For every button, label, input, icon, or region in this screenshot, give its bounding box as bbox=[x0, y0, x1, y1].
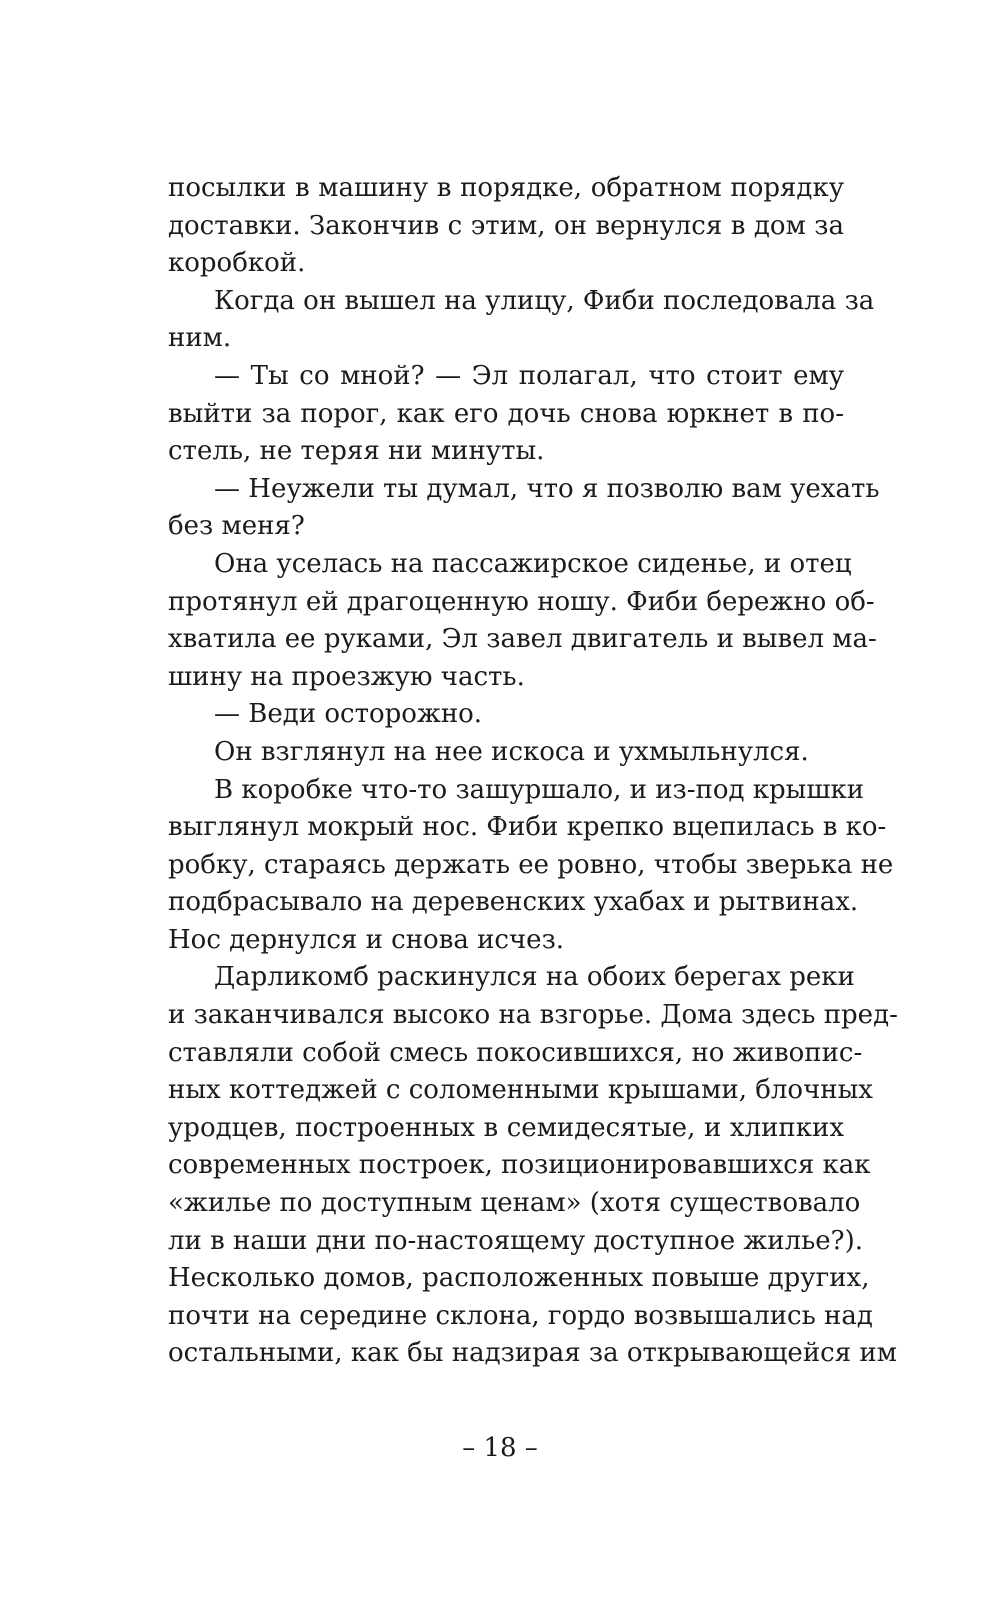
text-line: — Ты со мной? — Эл полагал, что стоит ему bbox=[214, 360, 844, 391]
text-line: — Веди осторожно. bbox=[214, 699, 483, 730]
text-line: «жилье по доступным ценам» (хотя существовало bbox=[168, 1188, 861, 1219]
text-line: стель, не теряя ни минуты. bbox=[168, 436, 545, 467]
text-line: ных коттеджей с соломенными крышами, блочных bbox=[168, 1075, 873, 1106]
text-line: В коробке что-то зашуршало, и из-под крышки bbox=[214, 774, 865, 805]
text-line: посылки в машину в порядке, обратном порядку bbox=[168, 173, 844, 203]
text-line: хватила ее руками, Эл завел двигатель и вывел ма- bbox=[168, 624, 877, 655]
text-line: Нос дернулся и снова исчез. bbox=[168, 924, 565, 955]
text-line: Он взглянул на нее искоса и ухмыльнулся. bbox=[214, 736, 809, 767]
text-line: Несколько домов, расположенных повыше других, bbox=[168, 1263, 870, 1294]
text-line: почти на середине склона, гордо возвышались над bbox=[168, 1300, 873, 1331]
text-line: ним. bbox=[168, 323, 232, 354]
text-line: шину на проезжую часть. bbox=[168, 661, 525, 692]
text-line: ставляли собой смесь покосившихся, но живопис- bbox=[168, 1037, 863, 1068]
text-line: без меня? bbox=[168, 511, 305, 542]
text-line: современных построек, позиционировавшихся как bbox=[168, 1150, 871, 1181]
text-line: доставки. Закончив с этим, он вернулся в дом за bbox=[168, 210, 844, 241]
text-line: Когда он вышел на улицу, Фиби последовала за bbox=[214, 285, 875, 316]
text-line: уродцев, построенных в семидесятые, и хлипких bbox=[168, 1112, 844, 1143]
text-line: ли в наши дни по-настоящему доступное жилье?). bbox=[168, 1225, 864, 1256]
text-line: Она уселась на пассажирское сиденье, и отец bbox=[214, 548, 852, 579]
text-line: выйти за порог, как его дочь снова юркнет в по- bbox=[168, 398, 844, 429]
text-line: выглянул мокрый нос. Фиби крепко вцепилась в ко- bbox=[168, 812, 887, 843]
text-line: подбрасывало на деревенских ухабах и рытвинах. bbox=[168, 887, 859, 918]
text-line: протянул ей драгоценную ношу. Фиби бережно об- bbox=[168, 586, 875, 617]
page-number: – 18 – bbox=[462, 1433, 538, 1463]
text-line: Дарликомб раскинулся на обоих берегах реки bbox=[214, 962, 855, 993]
text-line: робку, стараясь держать ее ровно, чтобы зверька не bbox=[168, 849, 894, 880]
text-line: коробкой. bbox=[168, 248, 306, 279]
body-text bbox=[168, 170, 898, 1373]
text-line: — Неужели ты думал, что я позволю вам уехать bbox=[214, 473, 880, 504]
text-line: остальными, как бы надзирая за открывающейся им bbox=[168, 1338, 897, 1369]
text-line: и заканчивался высоко на взгорье. Дома здесь пред- bbox=[168, 1000, 898, 1031]
